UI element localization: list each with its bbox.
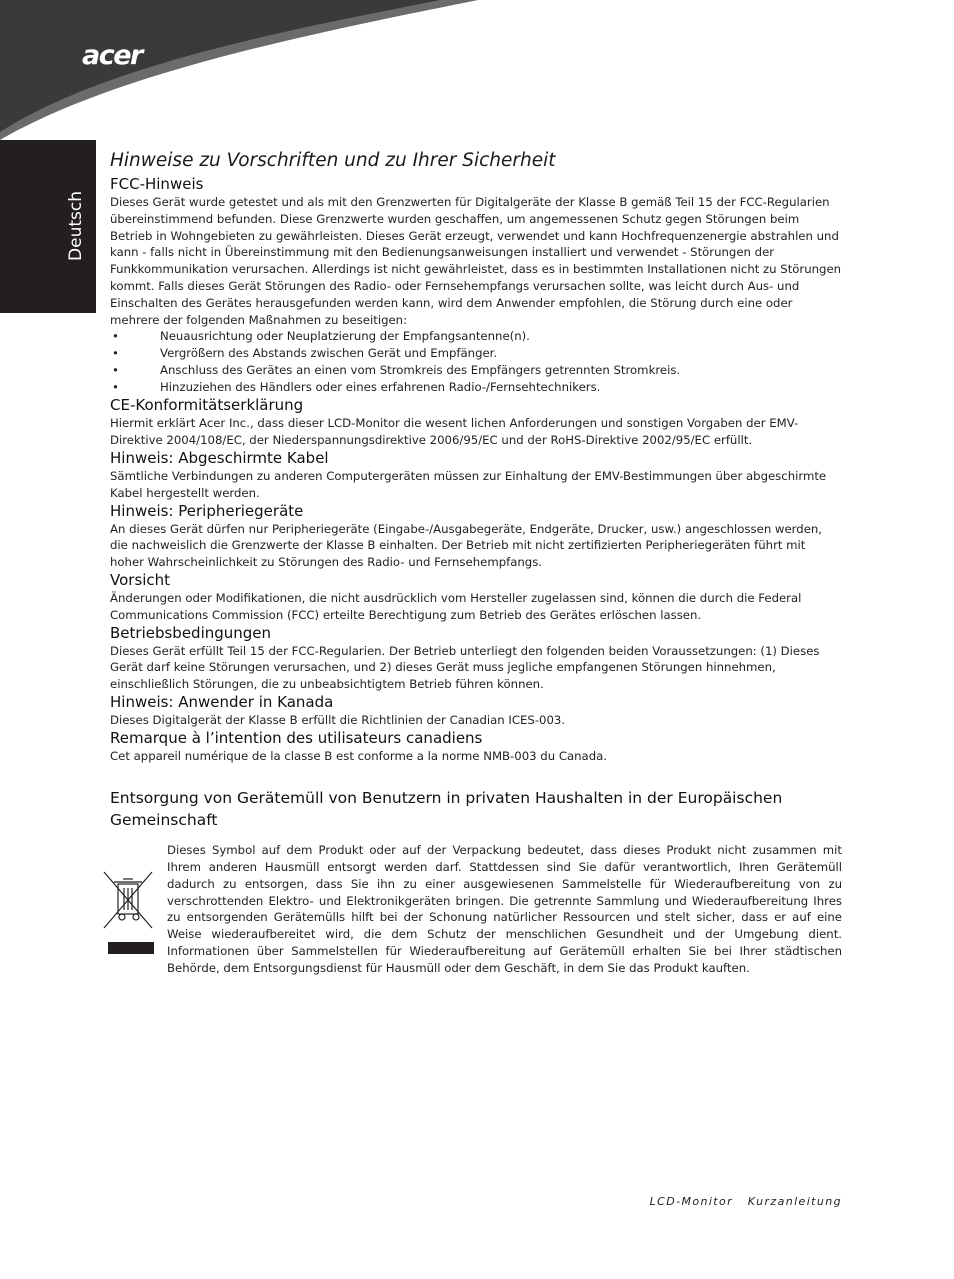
caution-body: Änderungen oder Modifikationen, die nicht ausdrücklich vom Hersteller zugelassen sind, können die durch die Federal Communications Commission (FCC) erteilte Berechtigung zum Betrieb des Gerätes erlöschen lassen. — [110, 590, 802, 622]
list-item: • Vergrößern des Abstands zwischen Gerät und Empfänger. — [112, 346, 498, 361]
header-banner — [0, 0, 954, 140]
weee-heading: Entsorgung von Gerätemüll von Benutzern in privaten Haushalten in der Europäischen Gemeinschaft — [110, 788, 783, 829]
bullet-icon: • — [112, 346, 119, 361]
list-item: • Hinzuziehen des Händlers oder eines erfahrenen Radio-/Fernsehtechnikers. — [112, 380, 601, 395]
ce-body: Hiermit erklärt Acer Inc., dass dieser LCD-Monitor die wesent lichen Anforderungen und sonstigen Vorgaben der EMV-Direktive 2004/108/EC, der Niederspannungsdirektive 2006/95/EC und der RoHS-Direktive 2002/95/EC erfüllt. — [110, 416, 799, 448]
peripherals-heading: Hinweis: Peripheriegeräte — [110, 501, 304, 520]
peripherals-body: An dieses Gerät dürfen nur Peripheriegeräte (Eingabe-/Ausgabegeräte, Endgeräte, Drucker, usw.) angeschlossen werden, die nachweislich die Grenzwerte der Klasse B einhalten. Der Betrieb mit nicht zertifizierten Peripheriegeräten führt mit hoher Wahrscheinlichkeit zu Störungen des Radio- und Fernsehempfangs. — [110, 521, 823, 570]
bullet-icon: • — [112, 329, 119, 344]
footer-guide: Kurzanleitung — [747, 1195, 842, 1208]
crossed-out-wheelie-bin-icon — [102, 870, 154, 932]
weee-marking-bar — [108, 942, 154, 954]
footer — [650, 1195, 842, 1208]
weee-section — [110, 842, 842, 976]
fcc-measures-list — [110, 328, 842, 396]
acer-logo: acer — [82, 40, 142, 71]
ce-heading: CE-Konformitätserklärung — [110, 396, 304, 415]
language-tab-label: Deutsch — [66, 191, 86, 261]
canada-fr-heading: Remarque à l’intention des utilisateurs canadiens — [110, 728, 483, 747]
weee-body: Dieses Symbol auf dem Produkt oder auf der Verpackung bedeutet, dass dieses Produkt nicht zusammen mit Ihrem anderen Hausmüll entsorgt werden darf. Stattdessen sind Sie dafür verantwortlich, Ihren Gerätemüll dadurch zu entsorgen, dass Sie ihn zu einer ausgewiesenen Sammelstelle für Wiederaufbereitung von zu verschrottenden Elektro- und Elektronikgeräten bringen. Die getrennte Sammlung und Wiederaufbereitung Ihres zu entsorgenden Gerätemülls hilft bei der Schonung natürlicher Ressourcen und stelt sicher, dass er auf eine Weise wiederaufbereitet wird, die dem Schutz der menschlichen Gesundheit und der Umgebung dient. Informationen über Sammelstellen für Wiederaufbereitung auf Gerätemüll erhalten Sie bei Ihrer städtischen Behörde, dem Entsorgungsdienst für Hausmüll oder dem Geschäft, in dem Sie das Produkt kauften. — [167, 843, 842, 975]
list-item: • Neuausrichtung oder Neuplatzierung der Empfangsantenne(n). — [112, 329, 530, 344]
bullet-icon: • — [112, 380, 119, 395]
operating-conditions-body: Dieses Gerät erfüllt Teil 15 der FCC-Regularien. Der Betrieb unterliegt den folgenden beiden Voraussetzungen: (1) Dieses Gerät darf keine Störungen verursachen, und 2) dieses Gerät muss jegliche empfangenen Störungen hinnehmen, einschließlich Störungen, die zu unbeabsichtigtem Betrieb führen können. — [110, 643, 820, 692]
canada-fr-body: Cet appareil numérique de la classe B est conforme a la norme NMB-003 du Canada. — [110, 748, 608, 763]
footer-product: LCD-Monitor — [649, 1195, 734, 1208]
page-title: Hinweise zu Vorschriften und zu Ihrer Sicherheit — [110, 150, 556, 171]
caution-heading: Vorsicht — [110, 570, 171, 589]
list-item: • Anschluss des Gerätes an einen vom Stromkreis des Empfängers getrennten Stromkreis. — [112, 363, 681, 378]
fcc-heading: FCC-Hinweis — [110, 175, 204, 193]
bullet-icon: • — [112, 363, 119, 378]
canada-body: Dieses Digitalgerät der Klasse B erfüllt die Richtlinien der Canadian ICES-003. — [110, 712, 566, 727]
main-content — [110, 148, 842, 988]
canada-heading: Hinweis: Anwender in Kanada — [110, 692, 334, 711]
shielded-cables-heading: Hinweis: Abgeschirmte Kabel — [110, 448, 329, 467]
operating-conditions-heading: Betriebsbedingungen — [110, 623, 272, 642]
shielded-cables-body: Sämtliche Verbindungen zu anderen Computergeräten müssen zur Einhaltung der EMV-Bestimmungen über abgeschirmte Kabel hergestellt werden. — [110, 468, 827, 500]
fcc-body: Dieses Gerät wurde getestet und als mit den Grenzwerten für Digitalgeräte der Klasse B gemäß Teil 15 der FCC-Regularien übereinstimmend befunden. Diese Grenzwerte wurden geschaffen, um angemessenen Schutz gegen Störungen beim Betrieb in Wohngebieten zu gewährleisten. Dieses Gerät erzeugt, verwendet und kann Hochfrequenzenergie abstrahlen und kann - falls nicht in Übereinstimmung mit den Bedienungsanweisungen installiert und verwendet - Störungen der Funkkommunikation verursachen. Allerdings ist nicht gewährleistet, dass es in bestimmten Installationen nicht zu Störungen kommt. Falls dieses Gerät Störungen des Radio- oder Fernsehempfangs verursachen sollte, was leicht durch Aus- und Einschalten des Gerätes herausgefunden werden kann, wird dem Anwender empfohlen, die Störung durch eine oder mehrere der folgenden Maßnahmen zu beseitigen: — [110, 195, 842, 327]
